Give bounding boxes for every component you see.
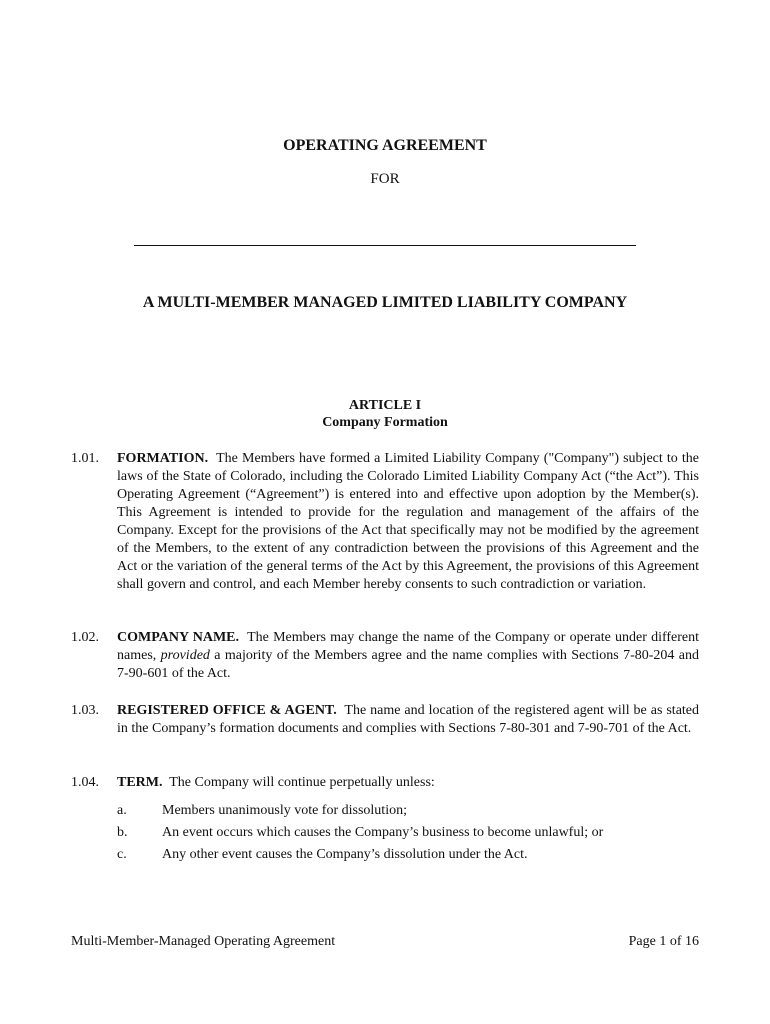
section-text: The name and location of the registered agent will be as stated in the Company’s formation documents and complies with Sections 7-80-301 and 7-90-701 of the Act. [117,703,700,736]
document-subtitle: A MULTI-MEMBER MANAGED LIMITED LIABILITY COMPANY [142,294,628,311]
section-body [117,774,699,792]
list-item-letter: c. [117,847,127,862]
section-text-before: The Members may change the name of the Company or operate under different names, [117,630,700,663]
list-item-letter: a. [117,803,127,818]
footer-page-number: Page 1 of 16 [628,934,699,949]
section-title: TERM. [117,775,163,790]
section-title: COMPANY NAME. [117,630,239,645]
section-number: 1.02. [71,630,99,645]
section-text: The Company will continue perpetually unless: [169,775,435,790]
section-number: 1.01. [71,451,99,466]
section-number: 1.03. [71,703,99,718]
section-body [117,629,699,683]
list-item-letter: b. [117,825,128,840]
section-1-01 [71,450,699,594]
article-number: ARTICLE I [348,398,422,413]
footer-document-name: Multi-Member-Managed Operating Agreement [71,934,336,949]
section-title: FORMATION. [117,451,209,466]
section-text: The Members have formed a Limited Liability Company ("Company") subject to the laws of the State of Colorado, including the Colorado Limited Liability Company Act (“the Act”). This Operating Agreement (“Agreement”) is entered into and effective upon adoption by the Member(s). This Agreement is intended to provide for the regulation and management of the affairs of the Company. Except for the provisions of the Act that specifically may not be modified by the agreement of the Members, to the extent of any contradiction between the provisions of this Agreement and the Act or the variation of the general terms of the Act by this Agreement, the provisions of this Agreement shall govern and control, and each Member hereby consents to such contradiction or variation. [117,451,699,592]
list-item-text: Members unanimously vote for dissolution; [162,803,407,818]
document-title: OPERATING AGREEMENT [283,137,487,154]
list-item-text: An event occurs which causes the Company’s business to become unlawful; or [162,825,604,840]
article-name: Company Formation [322,415,448,430]
section-text-italic: provided [160,648,210,663]
section-1-03 [71,702,699,738]
section-number: 1.04. [71,775,99,790]
company-name-blank-line [134,245,636,246]
document-for-label: FOR [370,171,400,187]
section-1-04 [71,774,699,792]
section-text-after: a majority of the Members agree and the name complies with Sections 7-80-204 and 7-90-601 of the Act. [117,648,699,681]
section-body [117,702,699,738]
section-body [117,450,699,594]
list-item-text: Any other event causes the Company’s dissolution under the Act. [162,847,528,862]
section-1-02 [71,629,699,683]
section-title: REGISTERED OFFICE & AGENT. [117,703,337,718]
